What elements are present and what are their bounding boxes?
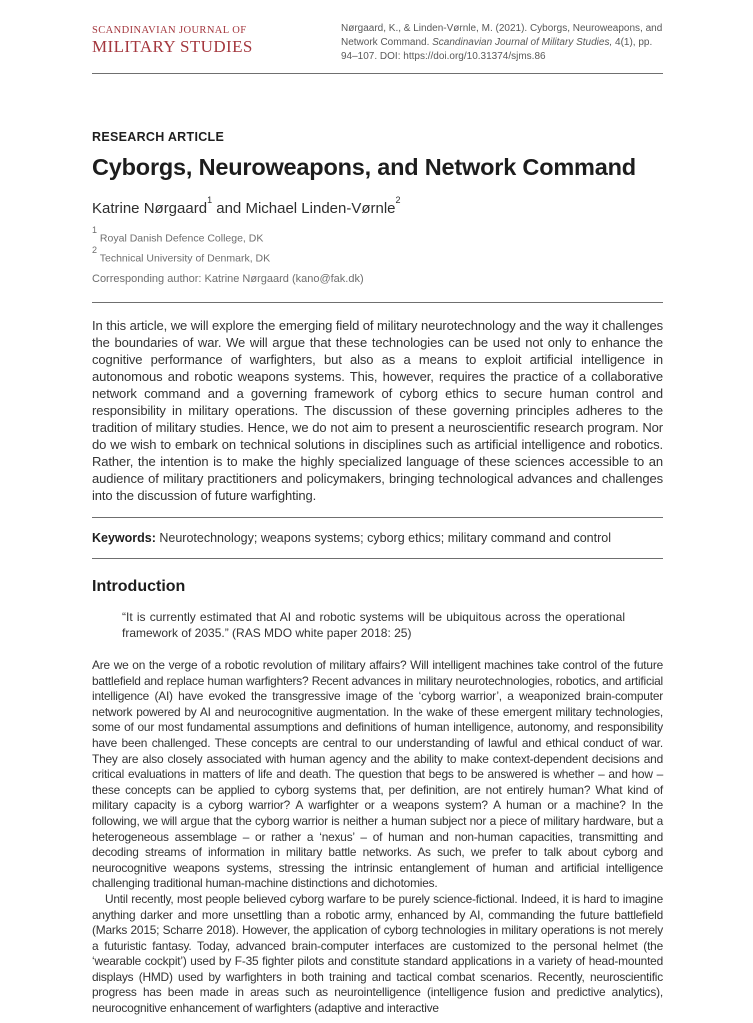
journal-name-line1: SCANDINAVIAN JOURNAL OF	[92, 25, 247, 36]
abstract-top-divider	[92, 302, 663, 303]
abstract-paragraph: In this article, we will explore the emerging field of military neurotechnology and the way it challenges the boundaries of war. We will argue that these technologies can be used not only to enhance the cognitive performance of warfighters, but also as a means to exploit artificial intelligence in autonomous and robotic weapons systems. This, however, requires the practice of a collaborative network command and a governing framework of cyborg ethics to secure human control and responsibility in military operations. The discussion of these governing principles adheres to the tradition of military studies. Hence, we do not aim to present a neuroscientific research program. Nor do we wish to embark on technical solutions in disciplines such as artificial intelligence and robotics. Rather, the intention is to make the highly specialized language of these sciences accessible to an audience of military practitioners and policymakers, bringing technological advances and challenges into the discussion of future warfighting.	[92, 318, 663, 503]
intro-paragraph-2: Until recently, most people believed cyborg warfare to be purely science-fictional. Indeed, it is hard to imagine anything darker and more unsettling than a robotic army, enhanced by AI, commanding the future battlefield (Marks 2015; Scharre 2018). However, the application of cyborg technologies in military operations is not merely a futuristic fantasy. Today, advanced brain-computer interfaces are customized to the personal helmet (the ‘wearable cockpit’) used by F-35 fighter pilots and constitute standard applications in a variety of head-mounted displays (HMD) used by warfighters in both training and tactical combat scenarios. Recently, neuroscientific progress has been made in areas such as neurointelligence (intelligence fusion and predictive analytics), neurocognitive enhancement of warfighters (adaptive and interactive	[92, 891, 663, 1016]
author-2-affiliation-marker: 2	[395, 195, 401, 205]
authors-joiner: and	[212, 200, 246, 217]
affiliation-2	[92, 244, 663, 267]
author-1: Katrine Nørgaard	[92, 200, 208, 217]
citation-text-post: 4(1), pp. 94–107. DOI:	[341, 37, 653, 62]
header-divider	[92, 73, 663, 74]
author-2: Michael Linden-Vørnle	[245, 200, 396, 217]
affiliation-2-text: Technical University of Denmark, DK	[97, 252, 271, 264]
affiliation-1-marker: 1	[92, 225, 98, 235]
keywords-text: Neurotechnology; weapons systems; cyborg ethics; military command and control	[155, 531, 611, 545]
page-header	[92, 22, 663, 64]
doi-link[interactable]: https://doi.org/10.31374/sjms.86	[403, 51, 546, 62]
article-body	[92, 130, 663, 1017]
affiliation-2-marker: 2	[92, 244, 98, 255]
citation-text-pre: Nørgaard, K., & Linden-Vørnle, M. (2021). Cyborgs, Neuroweapons, and Network Command.	[341, 23, 663, 48]
author-1-affiliation-marker: 1	[207, 195, 213, 205]
affiliation-1	[92, 227, 663, 247]
authors-line	[92, 195, 663, 218]
abstract-bottom-divider	[92, 517, 663, 518]
keywords-line	[92, 530, 663, 546]
intro-paragraph-1: Are we on the verge of a robotic revolution of military affairs? Will intelligent machines take control of the future battlefield and replace human warfighters? Recent advances in military neurotechnologies, robotics, and artificial intelligence (AI) have evoked the transgressive image of the ‘cyborg warrior’, a weaponized brain-computer network powered by AI and neurocognitive augmentation. In the wake of these emergent military technologies, some of our most fundamental assumptions and definitions of human intelligence, autonomy, and responsibility have been challenged. These concepts are central to our understanding of lawful and ethical conduct of war. They are also closely associated with human agency and the ability to make context-dependent decisions and critical evaluations in matters of life and death. The question that begs to be answered is whether – and how – these concepts can be applied to cyborg systems that, per definition, are not entirely human? What kind of military capacity is a cyborg warrior? A warfighter or a weapons system? A human or a machine? In the following, we will argue that the cyborg warrior is neither a human subject nor a piece of military hardware, but a heterogeneous assemblage – or rather a ‘nexus’ – of human and non-human capacities, transmitting and decoding streams of information in military battle networks. As such, we prefer to talk about cyborg and neurocognitive weapons systems, stressing the intrinsic entanglement of human and artificial intelligence challenging traditional human-machine distinctions and dichotomies.	[92, 658, 663, 891]
citation-block	[341, 22, 663, 64]
article-type-label: RESEARCH ARTICLE	[92, 130, 225, 144]
section-heading-introduction: Introduction	[92, 578, 186, 595]
keywords-bottom-divider	[92, 558, 663, 559]
corresponding-author-line: Corresponding author: Katrine Nørgaard (kano@fak.dk)	[92, 273, 364, 285]
affiliation-1-text: Royal Danish Defence College, DK	[97, 232, 264, 245]
epigraph-quote: “It is currently estimated that AI and robotic systems will be ubiquitous across the operational framework of 2035.” (RAS MDO white paper 2018: 25)	[122, 610, 625, 640]
affiliations	[92, 227, 663, 266]
citation-journal-italic: Scandinavian Journal of Military Studies,	[432, 37, 613, 48]
article-title: Cyborgs, Neuroweapons, and Network Command	[92, 154, 636, 180]
keywords-label: Keywords:	[92, 531, 156, 545]
journal-logo	[92, 22, 253, 56]
journal-name-line2: MILITARY STUDIES	[92, 37, 253, 56]
